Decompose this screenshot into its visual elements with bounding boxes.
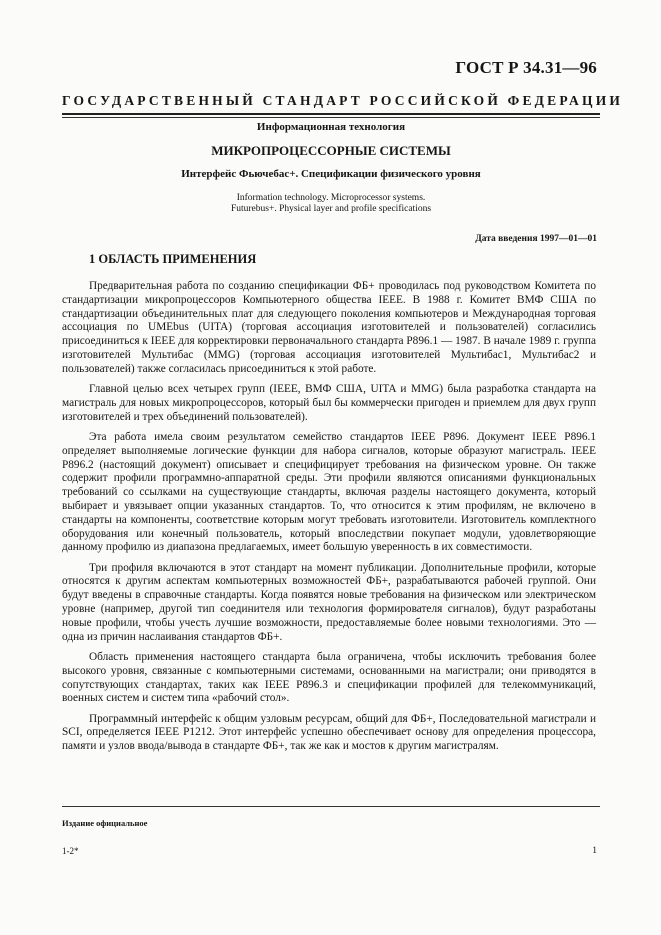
introduction-date: Дата введения 1997—01—01	[475, 234, 597, 244]
page-number: 1	[592, 846, 597, 856]
body-text	[62, 280, 596, 761]
header-rule-thin	[62, 117, 600, 118]
title-info-technology: Информационная технология	[256, 121, 406, 133]
official-edition-note: Издание официальное	[62, 818, 148, 828]
state-standard-heading: ГОСУДАРСТВЕННЫЙ СТАНДАРТ РОССИЙСКОЙ ФЕДЕРАЦИИ	[62, 93, 624, 108]
english-title	[62, 193, 600, 215]
section-title: 1 ОБЛАСТЬ ПРИМЕНЕНИЯ	[89, 252, 257, 266]
title-microprocessor-systems: МИКРОПРОЦЕССОРНЫЕ СИСТЕМЫ	[211, 143, 451, 158]
english-title-line-2: Futurebus+. Physical layer and profile specifications	[230, 204, 432, 214]
english-title-line-1: Information technology. Microprocessor systems.	[236, 193, 426, 203]
title-interface: Интерфейс Фьючебас+. Спецификации физического уровня	[181, 168, 481, 180]
standard-number: ГОСТ Р 34.31—96	[455, 58, 597, 77]
paragraph: Предварительная работа по созданию спецификации ФБ+ проводилась под руководством Комитета по стандартизации микропроцессоров Компьютерного общества IEEE. В 1988 г. Комитет ВМФ США по стандартизации объединительных плат для следующего поколения компьютеров и Международная торговая ассоциация по UMEbus (UITA) (торговая ассоциация изготовителей и пользователей) согласились присоединиться к IEEE для корректировки первоначального стандарта P896.1 — 1987. В начале 1989 г. группа изготовителей Мультибас (MMG) (торговая ассоциация изготовителей Мультибас1, Мультибас2 и пользователей) также согласилась присоединиться к этой работе.	[62, 280, 596, 375]
paragraph: Главной целью всех четырех групп (IEEE, ВМФ США, UITA и MMG) была разработка стандарта на магистраль для новых микропроцессоров, который был бы коммерчески пригоден и приемлем для двух групп изготовителей и трех объединений пользователей).	[62, 383, 596, 423]
paragraph: Программный интерфейс к общим узловым ресурсам, общий для ФБ+, Последовательной магистрали и SCI, определяется IEEE P1212. Этот интерфейс успешно обеспечивает основу для определения процессора, памяти и узлов ввода/вывода в стандарте ФБ+, так же как и мостов к другим магистралям.	[62, 712, 596, 753]
paragraph: Область применения настоящего стандарта была ограничена, чтобы исключить требования более высокого уровня, связанные с компьютерными системами, основанными на магистрали; они приводятся в сопутствующих стандартах, таких как IEEE P896.3 и спецификации профилей для телекоммуникаций, военных систем и систем типа «рабочий стол».	[62, 650, 596, 705]
footer-rule	[62, 806, 600, 807]
header-rule-thick	[62, 113, 600, 115]
paragraph: Три профиля включаются в этот стандарт на момент публикации. Дополнительные профили, которые относятся к другим аспектам компьютерных возможностей ФБ+, разрабатываются рабочей группой. Они будут введены в справочные стандарты. Когда появятся новые требования на физическом или электрическом уровне (например, другой тип соединителя или технология формирователя сигналов), будут разработаны новые профили, чтобы учесть лучшие возможности, предоставляемые более новыми технологиями. Это — одна из причин наслаивания стандартов ФБ+.	[62, 561, 596, 643]
paragraph: Эта работа имела своим результатом семейство стандартов IEEE P896. Документ IEEE P896.1 определяет выполняемые логические функции для набора сигналов, которые образуют магистраль. IEEE P896.2 (настоящий документ) описывает и специфицирует требования на физическом уровне. Он также содержит профили программно-аппаратной среды. Эти профили являются описаниями функциональных требований со ссылками на существующие стандарты, включая разделы настоящего документа, который выбирает и увязывает опции указанных стандартов. То, что относится к этим профилям, не включено в стандарты на компоненты, соответствие которым могут требовать изготовители. Изготовитель комплектного оборудования или конечный пользователь, который впоследствии покупает модули, удовлетворяющие данному профилю из диапазона предлагаемых, имеет большую уверенность в их совместимости.	[62, 430, 596, 554]
footer-code: 1-2*	[62, 846, 79, 856]
